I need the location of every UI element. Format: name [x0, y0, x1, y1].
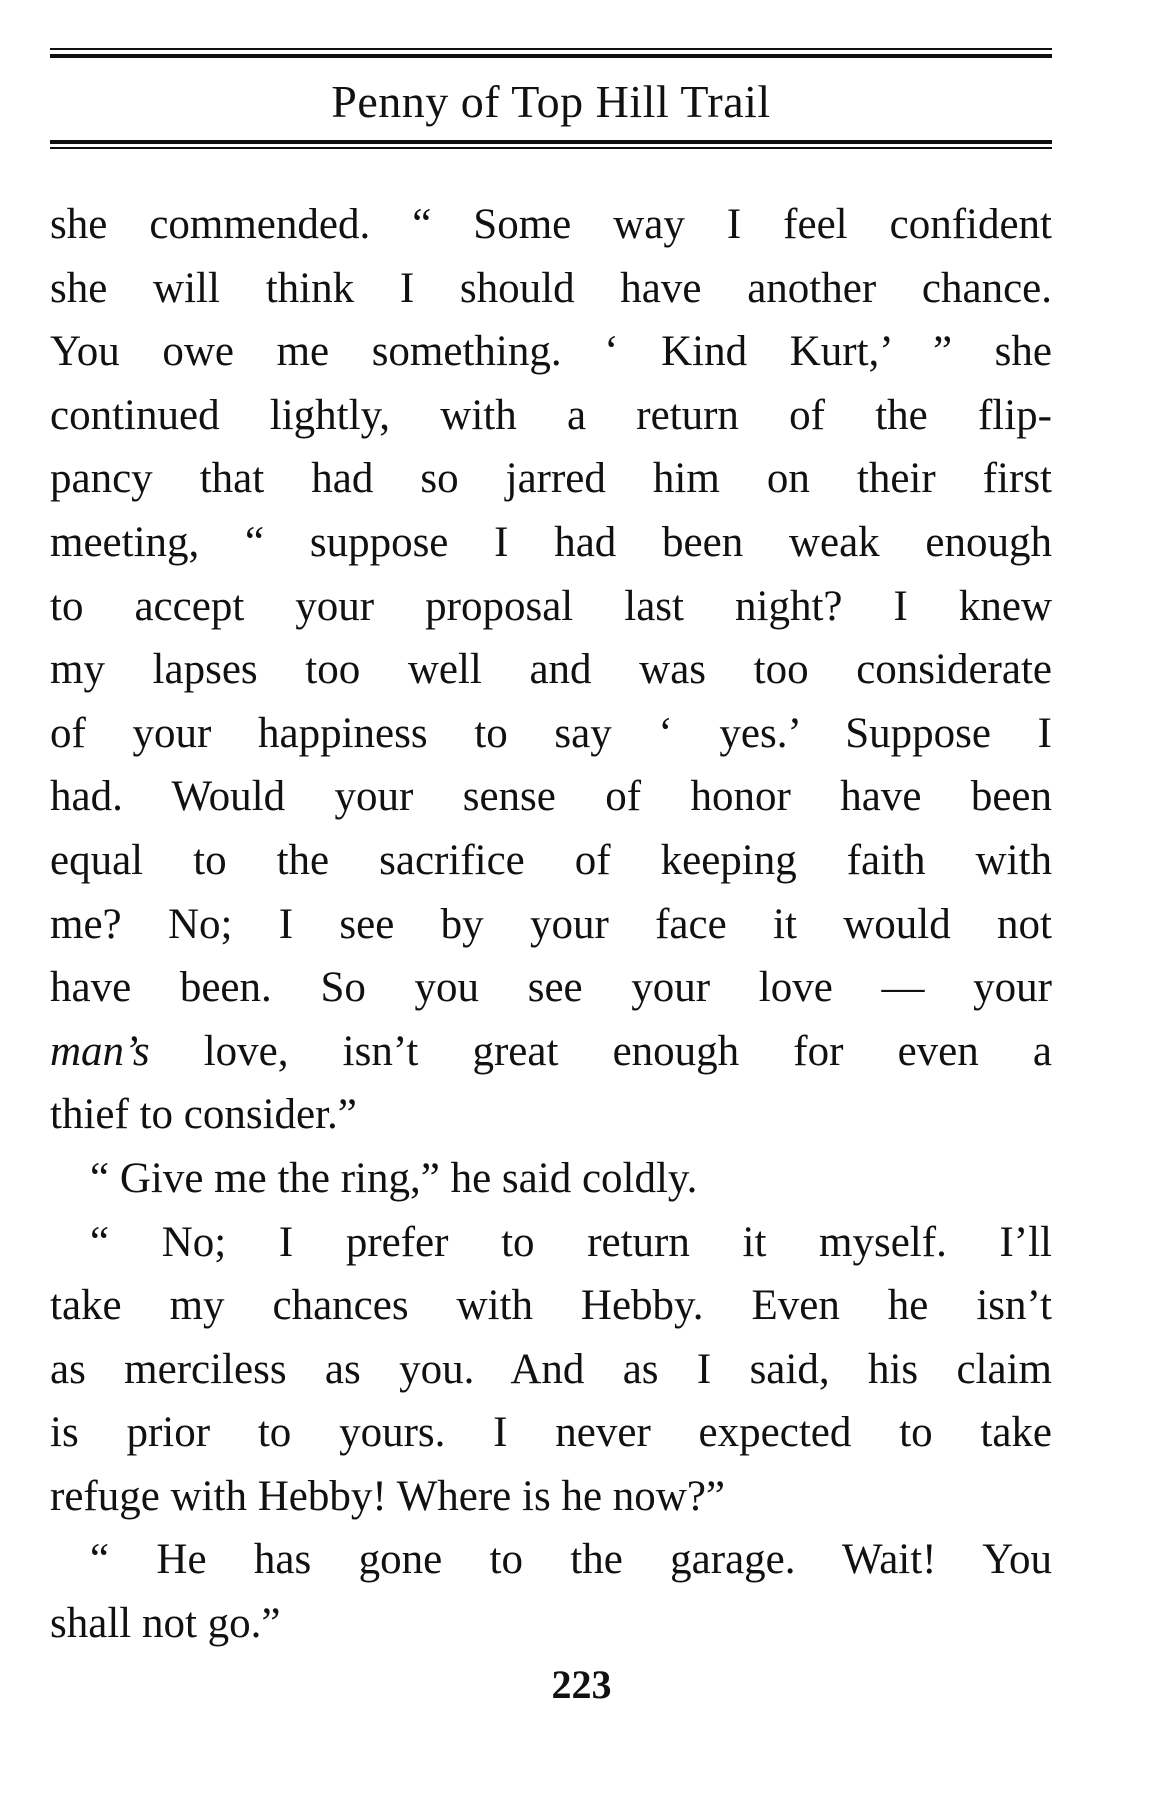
header-bottom-rules	[50, 140, 1052, 149]
text-line: take my chances with Hebby. Even he isn’t	[50, 1282, 1052, 1330]
header-top-rules	[50, 48, 1052, 58]
header-rule	[50, 147, 1052, 149]
text-line: my lapses too well and was too considerate	[50, 646, 1052, 694]
text-line: to accept your proposal last night? I knew	[50, 582, 1052, 630]
text-line: continued lightly, with a return of the flip-	[50, 391, 1052, 439]
page-number: 223	[551, 1662, 612, 1707]
text-line	[50, 1020, 1052, 1084]
text-line-rest: love, isn’t great enough for even a	[149, 1027, 1052, 1075]
text-line: had. Would your sense of honor have been	[50, 773, 1052, 821]
text-line: is prior to yours. I never expected to take	[50, 1409, 1052, 1457]
text-line: she will think I should have another chance.	[50, 264, 1052, 312]
italic-word: man’s	[50, 1027, 150, 1075]
text-line: “ Give me the ring,” he said coldly.	[90, 1154, 698, 1202]
text-line: equal to the sacrifice of keeping faith with	[50, 836, 1052, 884]
text-line: You owe me something. ‘ Kind Kurt,’ ” she	[50, 328, 1052, 376]
body-text	[50, 193, 1052, 1656]
text-line: of your happiness to say ‘ yes.’ Suppose I	[50, 709, 1052, 757]
text-line: have been. So you see your love — your	[50, 964, 1052, 1012]
text-line: shall not go.”	[50, 1600, 281, 1648]
text-line: pancy that had so jarred him on their first	[50, 455, 1052, 503]
text-line: refuge with Hebby! Where is he now?”	[50, 1472, 726, 1520]
text-line: thief to consider.”	[50, 1091, 357, 1139]
text-line: me? No; I see by your face it would not	[50, 900, 1052, 948]
header-rule	[50, 54, 1052, 58]
text-line: she commended. “ Some way I feel confident	[50, 201, 1052, 248]
running-head: Penny of Top Hill Trail	[331, 76, 771, 127]
text-line: meeting, “ suppose I had been weak enough	[50, 518, 1052, 566]
text-line: as merciless as you. And as I said, his claim	[50, 1345, 1052, 1393]
text-line: “ No; I prefer to return it myself. I’ll	[90, 1218, 1052, 1266]
text-line: “ He has gone to the garage. Wait! You	[90, 1536, 1052, 1584]
